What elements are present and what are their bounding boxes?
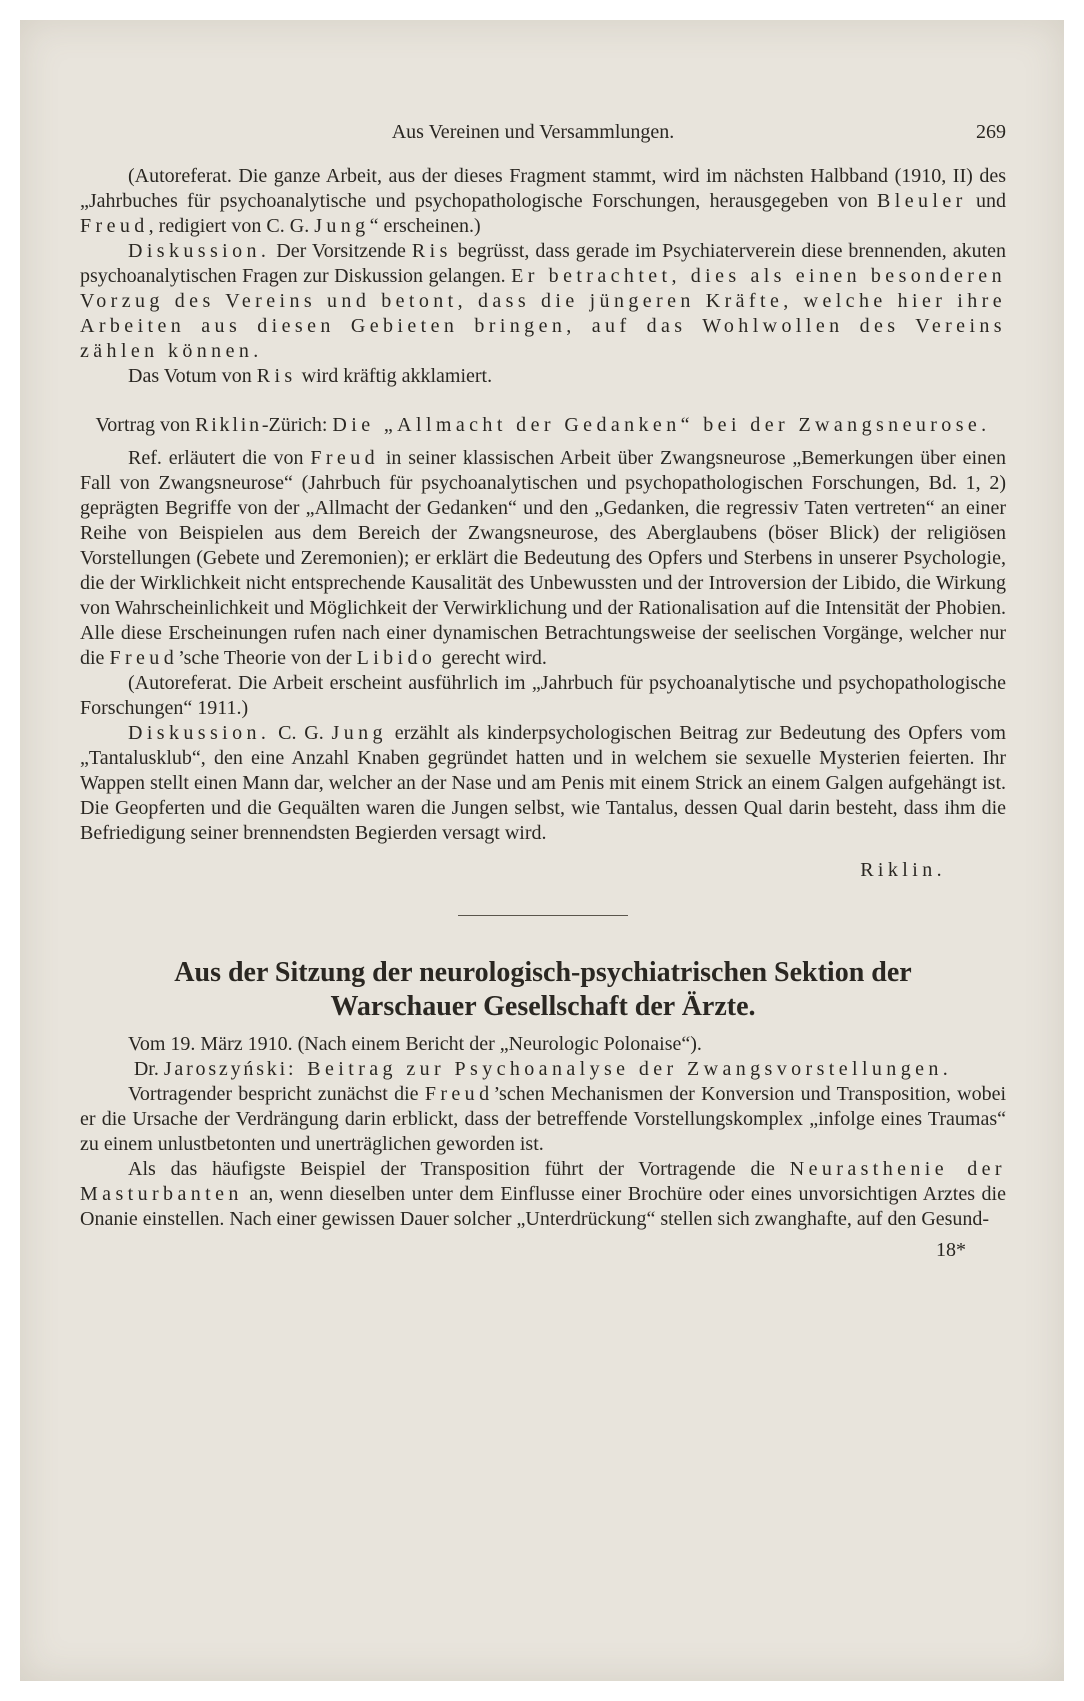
diskussion2-paragraph [80,721,1006,846]
autoreferat2-paragraph: (Autoreferat. Die Arbeit erscheint ausführlich im „Jahrbuch für psychoanalytische und psychopathologische Forschungen“ 1911.) [80,672,1006,719]
spaced-emphasis: Er betrachtet, dies als einen besonderen Vorzug des Vereins und betont, dass die jüngeren Kräfte, welche hier ihre Arbeiten aus diesen Gebieten bringen, auf das Wohlwollen des Vereins zählen können. [80,265,1006,362]
text-run: wird kräftig akklamiert. [296,365,493,387]
name-bleuler: Bleuler [877,190,967,212]
para-transposition [80,1157,1006,1232]
diskussion-label: Diskussion. [128,722,271,744]
section-heading-line1: Aus der Sitzung der neurologisch-psychiatrischen Sektion der [174,957,912,988]
spaced-emphasis: Neurasthenie der Masturbanten [80,1158,1006,1205]
term-libido: Libido [356,647,437,669]
name-ris: Ris [256,365,297,387]
section-heading-line2: Warschauer Gesellschaft der Ärzte. [330,991,756,1022]
diskussion-paragraph [80,239,1006,364]
talk-title-text: Die „Allmacht der Gedanken“ bei der Zwangsneurose. [332,414,991,436]
name-jung: Jung [314,215,370,237]
running-header [80,120,1006,156]
text-run: Dr. [133,1058,164,1080]
ref-paragraph [80,446,1006,671]
text-run: Vortrag von [95,414,196,436]
text-run: in seiner klassischen Arbeit über Zwangsneurose „Bemerkungen über einen Fall von Zwangsneurose“ (Jahrbuch für psychoanalytischen und psychopathologischen Forschungen, Bd. 1, 2) geprägten Begriffe von der „Allmacht der Gedanken“ und den „Gedanken, die regressiv Taten vertreten“ an einer Reihe von Beispielen aus dem Bereich der Zwangsneurose, des Aberglaubens (böser Blick) der religiösen Vorstellungen (Gebete und Zeremonien); er erklärt die Bedeutung des Opfers und Sterbens in unserer Psychologie, die der Wirklichkeit nicht entsprechende Kausalität des Unbewussten und der Introversion der Libido, die Wirkung von Wahrscheinlichkeit und Möglichkeit der Verwirklichung und der Rationalisation auf die Intensität der Phobien. Alle diese Erscheinungen rufen nach einer dynamischen Betrachtungsweise der seelischen Vorgänge, welcher nur die [80,447,1006,669]
page-content [80,120,1006,1640]
talk-title-text: : Beitrag zur Psychoanalyse der Zwangsvorstellungen. [287,1058,953,1080]
text-run: gerecht wird. [436,647,547,669]
signature-riklin [80,858,1006,883]
text-run: Vortragender bespricht zunächst die [128,1083,425,1105]
name-freud: Freud [109,647,179,669]
text-run: , redigiert von C. G. [148,215,315,237]
name-ris: Ris [411,240,452,262]
signature-text: Riklin. [860,859,946,881]
running-title: Aus Vereinen und Versammlungen. [391,121,675,143]
text-run: erzählt als kinderpsychologischen Beitrag zur Bedeutung des Opfers vom „Tantalusklub“, den eine Anzahl Knaben gegründet hatten und in welchem sie sexuelle Mysterien feierten. Ihr Wappen stellt einen Mann dar, welcher an der Nase und am Penis mit einem Strick an einem Galgen aufgehängt ist. Die Geopferten und die Gequälten waren die Jungen selbst, wie Tantalus, dessen Qual darin besteht, dass ihm die Befriedigung seiner brennendsten Begierden versagt wird. [80,722,1006,844]
name-jung: Jung [331,722,387,744]
page-number: 269 [976,121,1006,143]
autoreferat-paragraph [80,164,1006,239]
text-run: Ref. erläutert die von [128,447,311,469]
talk-heading-jaroszynski [80,1057,1006,1082]
text-run: -Zürich: [261,414,333,436]
text-run: “ erscheinen.) [369,215,481,237]
name-riklin: Riklin [195,414,262,436]
diskussion-label: Diskussion. [128,240,271,262]
section-divider [458,915,628,916]
text-run: an, wenn dieselben unter dem Einflusse einer Brochüre oder eines unvorsichtigen Arztes die Onanie einstellen. Nach einer gewissen Dauer solcher „Unterdrückung“ stellen sich zwanghafte, auf den Gesund- [80,1183,1006,1230]
text-run: (Autoreferat. Die ganze Arbeit, aus der dieses Fragment stammt, wird im nächsten Halbband (1910, II) des „Jahrbuches für psychoanalytische und psychopathologische Forschungen, herausgegeben von [80,165,1006,212]
text-run: und [966,190,1006,212]
section-heading [80,956,1006,1024]
text-run: Das Votum von [128,365,257,387]
name-freud: Freud [310,447,379,469]
text-run: ’sche Theorie von der [178,647,357,669]
text-run: C. G. [270,722,332,744]
text-run: ’schen Mechanismen der Konversion und Transposition, wobei er die Ursache der Verdrängung darin erblickt, dass der betreffende Vorstellungskomplex „infolge eines Traumas“ zu einem unlustbetonten und unerträglichen geworden ist. [80,1083,1007,1155]
text-run: begrüsst, dass gerade im Psychiaterverein diese brennenden, akuten psychoanalytischen Fragen zur Diskussion gelangen. [80,240,1007,287]
name-freud: Freud [80,215,149,237]
talk-heading-riklin [80,413,1006,438]
text-run: Als das häufigste Beispiel der Transposition führt der Vortragende die [128,1158,790,1180]
text-run: Der Vorsitzende [270,240,412,262]
signature-mark: 18* [936,1239,966,1261]
para-konversion [80,1082,1006,1157]
votum-paragraph [80,364,1006,389]
name-freud: Freud [424,1083,494,1105]
scanned-page [20,20,1064,1681]
name-jaroszynski: Jaroszyński [163,1058,288,1080]
date-line: Vom 19. März 1910. (Nach einem Bericht der „Neurologic Polonaise“). [128,1033,702,1055]
